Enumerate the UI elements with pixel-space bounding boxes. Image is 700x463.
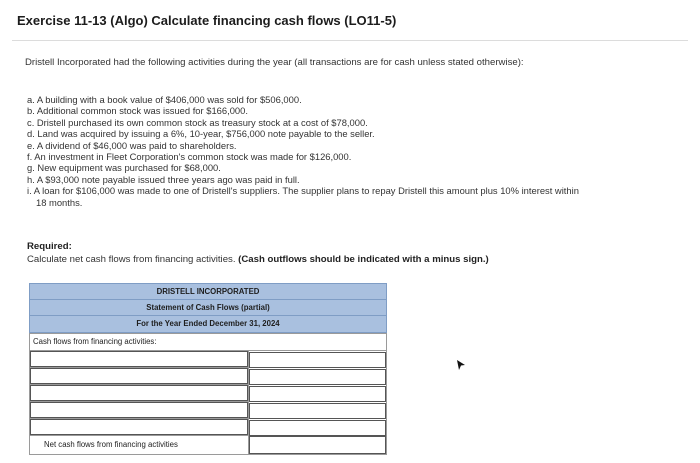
section-heading-row [30,333,386,350]
list-item-continuation: 18 months. [36,196,83,208]
statement-company: DRISTELL INCORPORATED [156,287,260,296]
description-input-1[interactable] [30,351,248,367]
description-input-4[interactable] [30,402,248,418]
statement-period: For the Year Ended December 31, 2024 [136,319,280,328]
required-instructions [27,254,489,265]
cash-flow-statement [29,283,387,455]
description-input-3[interactable] [30,385,248,401]
required-label: Required: [27,241,72,252]
statement-body [29,333,387,455]
table-row [30,401,386,418]
mouse-pointer-icon [457,360,465,370]
amount-input-2[interactable] [249,369,386,385]
activity-list [27,94,692,208]
total-row [30,435,386,454]
list-item: a. A building with a book value of $406,000 was sold for $506,000. [27,94,302,105]
table-row [30,367,386,384]
page-title: Exercise 11-13 (Algo) Calculate financing cash flows (LO11-5) [17,13,397,28]
list-item: g. New equipment was purchased for $68,000. [27,162,221,174]
list-item: c. Dristell purchased its own common stock as treasury stock at a cost of $78,000. [27,116,368,128]
required-text: Calculate net cash flows from financing activities. [27,254,236,265]
required-note: (Cash outflows should be indicated with a minus sign.) [238,254,489,265]
total-amount-input[interactable] [249,436,386,454]
statement-name: Statement of Cash Flows (partial) [146,303,270,312]
table-row [30,350,386,367]
list-item: i. A loan for $106,000 was made to one of Dristell's suppliers. The supplier plans to repay Dristell this amount plus 10% interest within [27,185,579,197]
list-item: f. An investment in Fleet Corporation's common stock was made for $126,000. [27,151,352,163]
list-item: d. Land was acquired by issuing a 6%, 10-year, $756,000 note payable to the seller. [27,128,375,140]
section-label: Cash flows from financing activities: [33,337,157,346]
title-divider [12,40,688,41]
problem-intro: Dristell Incorporated had the following activities during the year (all transactions are for cash unless stated otherwise): [25,57,524,68]
amount-input-4[interactable] [249,403,386,419]
description-input-2[interactable] [30,368,248,384]
total-label: Net cash flows from financing activities [30,436,249,454]
list-item: e. A dividend of $46,000 was paid to shareholders. [27,139,237,151]
table-row [30,384,386,401]
description-input-5[interactable] [30,419,248,435]
table-row [30,418,386,435]
statement-header [29,283,387,333]
amount-input-1[interactable] [249,352,386,368]
list-item: h. A $93,000 note payable issued three years ago was paid in full. [27,173,300,185]
amount-input-3[interactable] [249,386,386,402]
list-item: b. Additional common stock was issued for $166,000. [27,105,248,117]
amount-input-5[interactable] [249,420,386,436]
